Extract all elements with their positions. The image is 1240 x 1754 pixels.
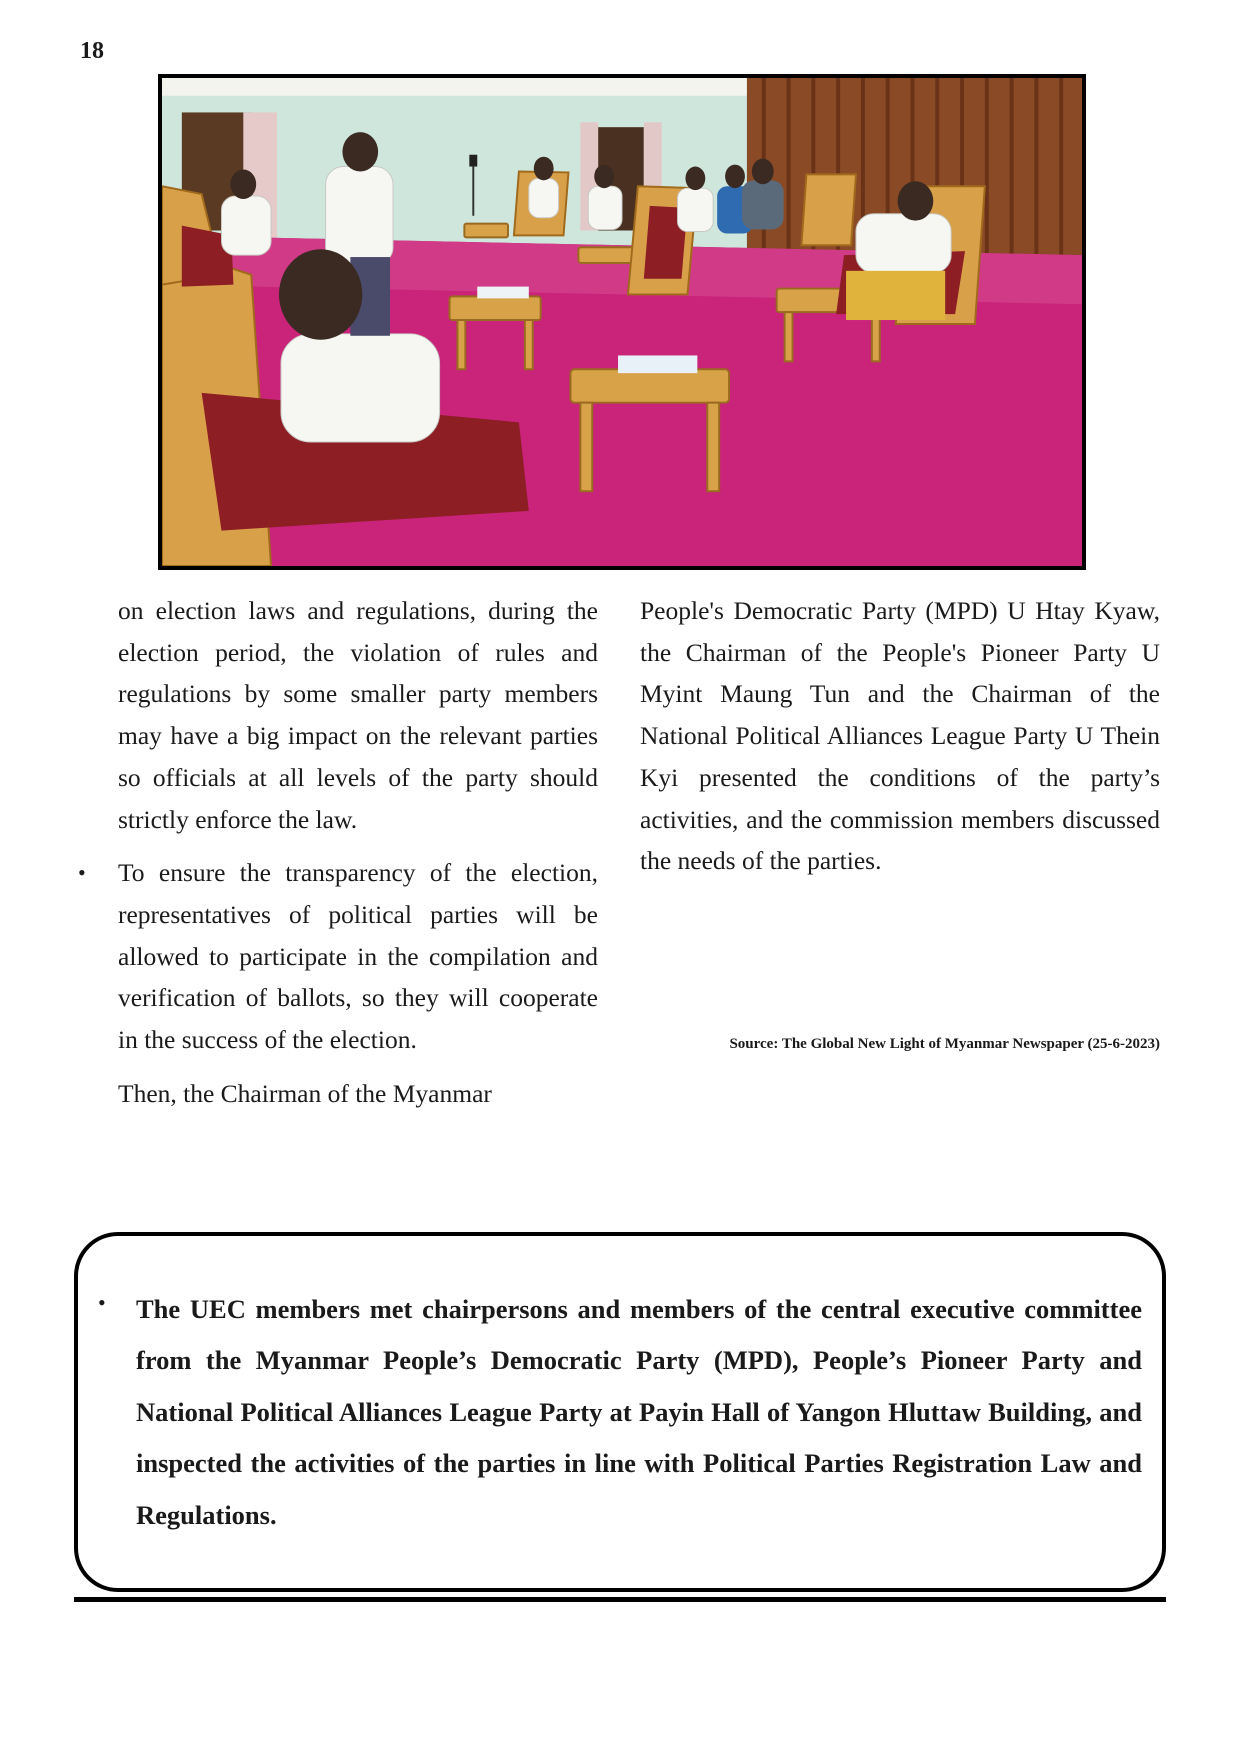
left-bullet-text: To ensure the transparency of the election, representatives of political parties will be allowed to participate in the compilation and verification of ballots, so they will cooperate in the success of the election. [118, 858, 598, 1055]
summary-text: The UEC members met chairpersons and members of the central executive committee from the Myanmar People’s Democratic Party (MPD), People’s Pioneer Party and National Political Alliances League Party at Payin Hall of Yangon Hluttaw Building, and inspected the activities of the parties in line with Political Parties Registration Law and Regulations. [136, 1294, 1142, 1530]
summary-box [74, 1232, 1166, 1592]
bullet-icon: • [78, 860, 86, 886]
bullet-icon: • [98, 1290, 106, 1315]
meeting-photo-illustration [162, 78, 1082, 566]
right-column [640, 590, 1160, 882]
left-paragraph-1: on election laws and regulations, during the election period, the violation of rules and regulations by some smaller party members may have a big impact on the relevant parties so officials at all levels of the party should strictly enforce the law. [118, 596, 598, 834]
right-paragraph-1: People's Democratic Party (MPD) U Htay Kyaw, the Chairman of the People's Pioneer Party U Myint Maung Tun and the Chairman of the National Political Alliances League Party U Thein Kyi presented the conditions of the party’s activities, and the commission members discussed the needs of the parties. [640, 596, 1160, 876]
meeting-photo [158, 74, 1086, 570]
bottom-divider [74, 1597, 1166, 1602]
left-paragraph-3: Then, the Chairman of the Myanmar [118, 1078, 492, 1108]
left-column [78, 590, 598, 1114]
left-bullet-item [78, 852, 598, 1061]
page-number: 18 [80, 38, 104, 64]
source-citation: Source: The Global New Light of Myanmar Newspaper (25-6-2023) [729, 1036, 1160, 1052]
